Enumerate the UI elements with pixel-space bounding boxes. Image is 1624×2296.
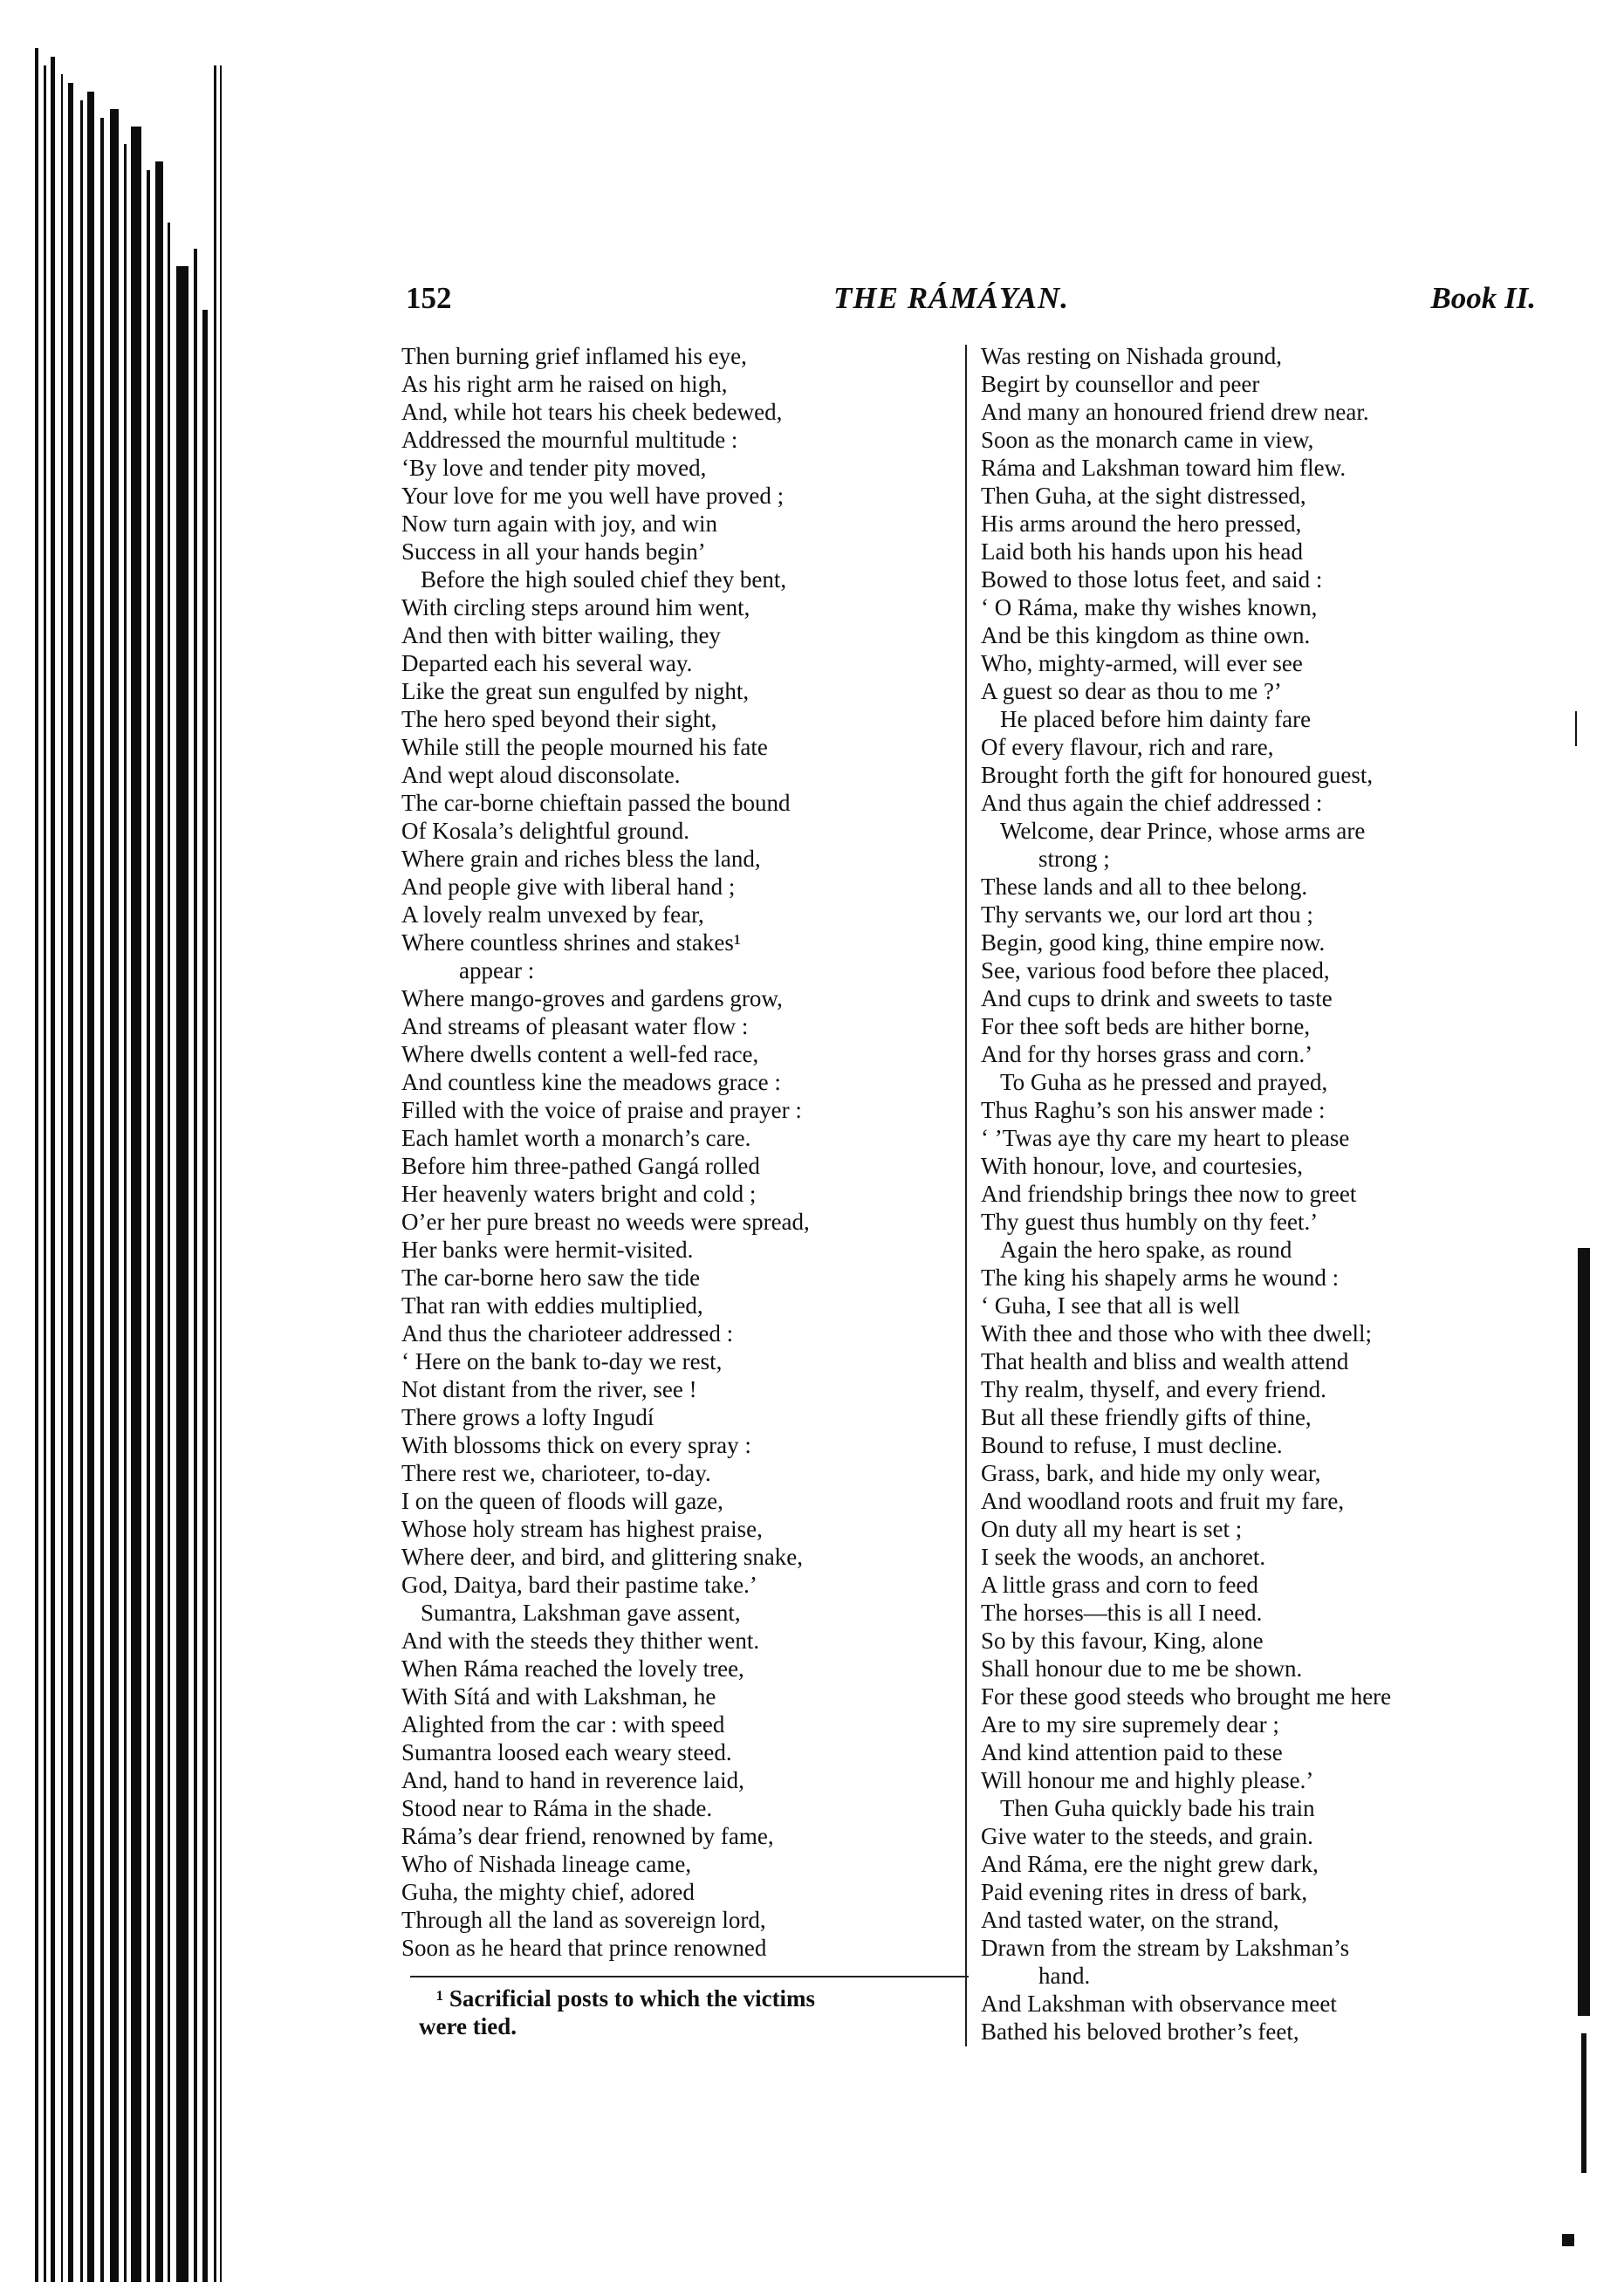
verse-line: And tasted water, on the strand, xyxy=(981,1907,1279,1933)
verse-line: And kind attention paid to these xyxy=(981,1739,1283,1765)
verse-line: The car-borne chieftain passed the bound xyxy=(401,790,791,816)
verse-line: And thus the charioteer addressed : xyxy=(401,1320,734,1347)
verse-line: Of Kosala’s delightful ground. xyxy=(401,818,689,844)
verse-line: Bound to refuse, I must decline. xyxy=(981,1432,1283,1458)
verse-line: When Ráma reached the lovely tree, xyxy=(401,1655,744,1682)
running-header xyxy=(406,281,1536,330)
verse-line: A guest so dear as thou to me ?’ xyxy=(981,678,1282,704)
verse-line: Before the high souled chief they bent, xyxy=(421,566,787,593)
verse-line: ‘ Here on the bank to-day we rest, xyxy=(401,1348,723,1374)
verse-line: For these good steeds who brought me here xyxy=(981,1683,1392,1710)
verse-line: And Ráma, ere the night grew dark, xyxy=(981,1851,1319,1877)
verse-line: Soon as the monarch came in view, xyxy=(981,427,1314,453)
verse-line: Not distant from the river, see ! xyxy=(401,1376,697,1402)
verse-line: I seek the woods, an anchoret. xyxy=(981,1544,1266,1570)
verse-line: Where grain and riches bless the land, xyxy=(401,846,761,872)
verse-line: As his right arm he raised on high, xyxy=(401,371,728,397)
verse-line: And, hand to hand in reverence laid, xyxy=(401,1767,744,1793)
verse-line: And with the steeds they thither went. xyxy=(401,1628,760,1654)
verse-line: Through all the land as sovereign lord, xyxy=(401,1907,766,1933)
verse-line: And Lakshman with observance meet xyxy=(981,1991,1337,2017)
footnote-rule xyxy=(410,1976,969,1977)
verse-line: Now turn again with joy, and win xyxy=(401,511,717,537)
verse-line: appear : xyxy=(459,957,535,984)
verse-line: And woodland roots and fruit my fare, xyxy=(981,1488,1345,1514)
column-divider xyxy=(965,345,967,2046)
verse-line: strong ; xyxy=(1038,846,1110,872)
verse-line: Who of Nishada lineage came, xyxy=(401,1851,692,1877)
verse-line: And be this kingdom as thine own. xyxy=(981,622,1311,648)
verse-line: See, various food before thee placed, xyxy=(981,957,1330,984)
verse-line: Bathed his beloved brother’s feet, xyxy=(981,2018,1299,2045)
verse-line: And people give with liberal hand ; xyxy=(401,874,736,900)
verse-line: So by this favour, King, alone xyxy=(981,1628,1264,1654)
verse-line: Then Guha quickly bade his train xyxy=(1000,1795,1315,1821)
verse-line: Thus Raghu’s son his answer made : xyxy=(981,1097,1326,1123)
verse-line: And, while hot tears his cheek bedewed, xyxy=(401,399,783,425)
scan-mark xyxy=(1562,2234,1574,2246)
verse-line: Like the great sun engulfed by night, xyxy=(401,678,750,704)
verse-line: Give water to the steeds, and grain. xyxy=(981,1823,1313,1849)
verse-line: There rest we, charioteer, to-day. xyxy=(401,1460,711,1486)
verse-line: Her heavenly waters bright and cold ; xyxy=(401,1181,757,1207)
verse-line: Brought forth the gift for honoured guest, xyxy=(981,762,1374,788)
verse-line: Are to my sire supremely dear ; xyxy=(981,1711,1279,1737)
verse-line: ‘ Guha, I see that all is well xyxy=(981,1292,1240,1319)
verse-line: Sumantra, Lakshman gave assent, xyxy=(421,1600,741,1626)
verse-line: And friendship brings thee now to greet xyxy=(981,1181,1357,1207)
footnote-line: ¹ Sacrificial posts to which the victims xyxy=(436,1985,816,2012)
verse-line: Where mango-groves and gardens grow, xyxy=(401,985,783,1011)
verse-line: O’er her pure breast no weeds were spread, xyxy=(401,1209,810,1235)
verse-line: ‘ O Ráma, make thy wishes known, xyxy=(981,594,1318,620)
verse-line: Paid evening rites in dress of bark, xyxy=(981,1879,1308,1905)
page-number: 152 xyxy=(406,281,452,315)
verse-line: With circling steps around him went, xyxy=(401,594,750,620)
verse-line: Before him three-pathed Gangá rolled xyxy=(401,1153,760,1179)
verse-line: The horses—this is all I need. xyxy=(981,1600,1263,1626)
scan-mark xyxy=(1578,1248,1590,2016)
verse-line: Then burning grief inflamed his eye, xyxy=(401,343,747,369)
running-title: THE RÁMÁYAN. xyxy=(833,281,1070,315)
verse-line: That health and bliss and wealth attend xyxy=(981,1348,1349,1374)
verse-line: That ran with eddies multiplied, xyxy=(401,1292,703,1319)
verse-line: And for thy horses grass and corn.’ xyxy=(981,1041,1313,1067)
verse-line: Begin, good king, thine empire now. xyxy=(981,929,1326,956)
verse-line: Your love for me you well have proved ; xyxy=(401,483,785,509)
verse-line: Thy guest thus humbly on thy feet.’ xyxy=(981,1209,1319,1235)
verse-line: ‘ ’Twas aye thy care my heart to please xyxy=(981,1125,1350,1151)
left-column xyxy=(401,342,967,1962)
verse-line: Where deer, and bird, and glittering snake, xyxy=(401,1544,803,1570)
verse-line: And thus again the chief addressed : xyxy=(981,790,1323,816)
verse-line: His arms around the hero pressed, xyxy=(981,511,1302,537)
verse-line: With honour, love, and courtesies, xyxy=(981,1153,1303,1179)
verse-line: Soon as he heard that prince renowned xyxy=(401,1935,767,1961)
verse-line: Filled with the voice of praise and prayer : xyxy=(401,1097,802,1123)
verse-line: A lovely realm unvexed by fear, xyxy=(401,901,704,928)
verse-line: Stood near to Ráma in the shade. xyxy=(401,1795,713,1821)
verse-line: He placed before him dainty fare xyxy=(1000,706,1312,732)
verse-line: hand. xyxy=(1038,1963,1091,1989)
verse-line: Who, mighty-armed, will ever see xyxy=(981,650,1303,676)
verse-line: And streams of pleasant water flow : xyxy=(401,1013,749,1039)
verse-line: A little grass and corn to feed xyxy=(981,1572,1258,1598)
verse-line: Drawn from the stream by Lakshman’s xyxy=(981,1935,1350,1961)
verse-line: Alighted from the car : with speed xyxy=(401,1711,725,1737)
verse-line: With thee and those who with thee dwell; xyxy=(981,1320,1373,1347)
verse-line: For thee soft beds are hither borne, xyxy=(981,1013,1311,1039)
verse-line: Sumantra loosed each weary steed. xyxy=(401,1739,732,1765)
verse-line: And countless kine the meadows grace : xyxy=(401,1069,781,1095)
scan-mark xyxy=(1575,711,1577,746)
verse-line: There grows a lofty Ingudí xyxy=(401,1404,654,1430)
verse-line: Of every flavour, rich and rare, xyxy=(981,734,1274,760)
verse-line: And then with bitter wailing, they xyxy=(401,622,721,648)
verse-line: Again the hero spake, as round xyxy=(1000,1237,1292,1263)
verse-line: Whose holy stream has highest praise, xyxy=(401,1516,763,1542)
verse-line: Will honour me and highly please.’ xyxy=(981,1767,1314,1793)
verse-line: But all these friendly gifts of thine, xyxy=(981,1404,1312,1430)
verse-line: Bowed to those lotus feet, and said : xyxy=(981,566,1323,593)
verse-line: Success in all your hands begin’ xyxy=(401,538,706,565)
verse-line: Begirt by counsellor and peer xyxy=(981,371,1260,397)
verse-line: God, Daitya, bard their pastime take.’ xyxy=(401,1572,757,1598)
verse-line: And wept aloud disconsolate. xyxy=(401,762,681,788)
verse-line: These lands and all to thee belong. xyxy=(981,874,1308,900)
verse-line: Was resting on Nishada ground, xyxy=(981,343,1283,369)
verse-line: And cups to drink and sweets to taste xyxy=(981,985,1333,1011)
verse-line: Ráma’s dear friend, renowned by fame, xyxy=(401,1823,774,1849)
footnote xyxy=(419,1984,977,2040)
verse-line: Where countless shrines and stakes¹ xyxy=(401,929,741,956)
binding-edge xyxy=(35,48,223,2282)
verse-line: The hero sped beyond their sight, xyxy=(401,706,717,732)
verse-line: The car-borne hero saw the tide xyxy=(401,1265,701,1291)
verse-line: To Guha as he pressed and prayed, xyxy=(1000,1069,1328,1095)
footnote-line: were tied. xyxy=(419,2013,517,2039)
verse-line: Each hamlet worth a monarch’s care. xyxy=(401,1125,751,1151)
verse-line: Grass, bark, and hide my only wear, xyxy=(981,1460,1321,1486)
verse-line: ‘By love and tender pity moved, xyxy=(401,455,707,481)
scan-mark xyxy=(1581,2033,1586,2173)
verse-line: Addressed the mournful multitude : xyxy=(401,427,738,453)
verse-line: Guha, the mighty chief, adored xyxy=(401,1879,695,1905)
verse-line: Welcome, dear Prince, whose arms are xyxy=(1000,818,1366,844)
verse-line: Departed each his several way. xyxy=(401,650,693,676)
book-label: Book II. xyxy=(1430,281,1536,315)
verse-line: While still the people mourned his fate xyxy=(401,734,768,760)
verse-line: I on the queen of floods will gaze, xyxy=(401,1488,723,1514)
verse-line: Thy servants we, our lord art thou ; xyxy=(981,901,1313,928)
verse-line: Thy realm, thyself, and every friend. xyxy=(981,1376,1326,1402)
verse-line: Her banks were hermit-visited. xyxy=(401,1237,694,1263)
verse-line: Shall honour due to me be shown. xyxy=(981,1655,1303,1682)
verse-line: Then Guha, at the sight distressed, xyxy=(981,483,1306,509)
verse-line: And many an honoured friend drew near. xyxy=(981,399,1369,425)
verse-line: Ráma and Lakshman toward him flew. xyxy=(981,455,1346,481)
verse-line: Where dwells content a well-fed race, xyxy=(401,1041,759,1067)
verse-line: With blossoms thick on every spray : xyxy=(401,1432,751,1458)
verse-line: Laid both his hands upon his head xyxy=(981,538,1303,565)
verse-line: On duty all my heart is set ; xyxy=(981,1516,1243,1542)
verse-line: With Sítá and with Lakshman, he xyxy=(401,1683,716,1710)
right-column xyxy=(981,342,1539,2046)
verse-line: The king his shapely arms he wound : xyxy=(981,1265,1340,1291)
